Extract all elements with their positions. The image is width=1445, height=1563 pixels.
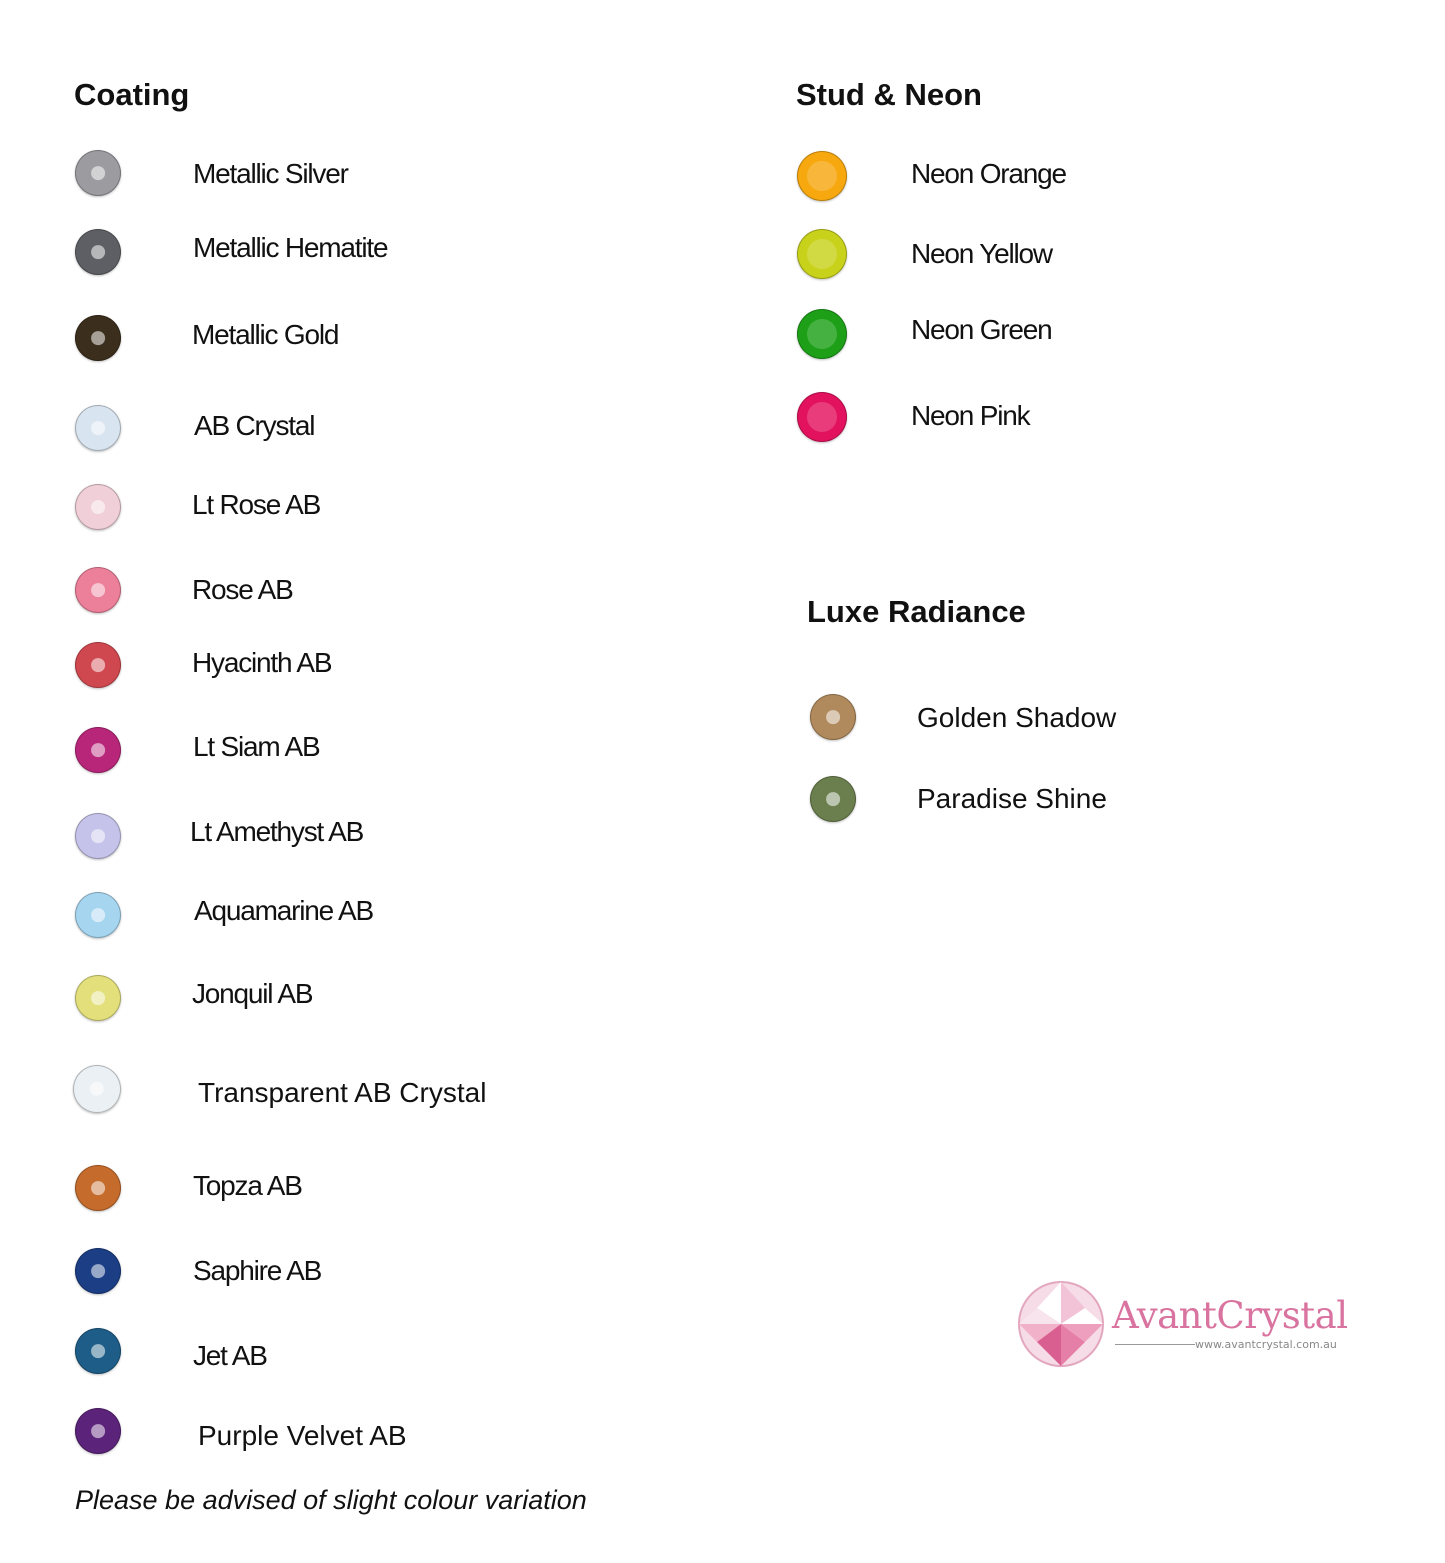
rhinestone-swatch-icon	[75, 229, 121, 275]
rhinestone-swatch-icon	[797, 309, 847, 359]
coating-label: Lt Amethyst AB	[190, 816, 364, 847]
coating-label: Lt Rose AB	[192, 489, 321, 520]
coating-label: Aquamarine AB	[194, 895, 373, 926]
coating-label: Lt Siam AB	[193, 731, 320, 762]
stud-neon-heading: Stud & Neon	[796, 77, 982, 112]
rhinestone-swatch-icon	[75, 813, 121, 859]
rhinestone-swatch-icon	[797, 229, 847, 279]
coating-heading: Coating	[74, 77, 190, 112]
rhinestone-swatch-icon	[797, 151, 847, 201]
coating-label: Purple Velvet AB	[198, 1420, 407, 1451]
rhinestone-swatch-icon	[75, 484, 121, 530]
coating-label: Rose AB	[192, 574, 293, 605]
logo-url: www.avantcrystal.com.au	[1195, 1338, 1337, 1351]
rhinestone-swatch-icon	[73, 1065, 121, 1113]
rhinestone-swatch-icon	[75, 892, 121, 938]
rhinestone-swatch-icon	[810, 694, 856, 740]
rhinestone-swatch-icon	[75, 975, 121, 1021]
logo-wordmark: AvantCrystal	[1112, 1294, 1348, 1337]
rhinestone-swatch-icon	[75, 727, 121, 773]
luxe-label: Golden Shadow	[917, 702, 1117, 733]
rhinestone-swatch-icon	[75, 1248, 121, 1294]
rhinestone-swatch-icon	[75, 405, 121, 451]
avantcrystal-logo	[1015, 1278, 1348, 1370]
rhinestone-swatch-icon	[810, 776, 856, 822]
rhinestone-swatch-icon	[75, 315, 121, 361]
rhinestone-swatch-icon	[75, 1408, 121, 1454]
coating-label: Hyacinth AB	[192, 647, 332, 678]
coating-label: Jonquil AB	[192, 978, 313, 1009]
coating-label: Metallic Hematite	[193, 232, 388, 263]
rhinestone-swatch-icon	[75, 150, 121, 196]
coating-label: AB Crystal	[194, 410, 315, 441]
logo-divider	[1115, 1344, 1195, 1345]
rhinestone-swatch-icon	[797, 392, 847, 442]
coating-label: Jet AB	[193, 1340, 267, 1371]
neon-label: Neon Yellow	[911, 238, 1052, 269]
luxe-radiance-heading: Luxe Radiance	[807, 594, 1026, 629]
coating-label: Saphire AB	[193, 1255, 322, 1286]
rhinestone-swatch-icon	[75, 642, 121, 688]
coating-label: Topza AB	[193, 1170, 302, 1201]
rhinestone-swatch-icon	[75, 567, 121, 613]
neon-label: Neon Orange	[911, 158, 1066, 189]
coating-label: Transparent AB Crystal	[198, 1077, 487, 1108]
colour-variation-note: Please be advised of slight colour variation	[75, 1485, 587, 1515]
rhinestone-swatch-icon	[75, 1328, 121, 1374]
neon-label: Neon Green	[911, 314, 1052, 345]
rhinestone-swatch-icon	[75, 1165, 121, 1211]
coating-label: Metallic Silver	[193, 158, 348, 189]
neon-label: Neon Pink	[911, 400, 1030, 431]
coating-label: Metallic Gold	[192, 319, 339, 350]
luxe-label: Paradise Shine	[917, 783, 1107, 814]
crystal-gem-icon	[1015, 1278, 1107, 1370]
